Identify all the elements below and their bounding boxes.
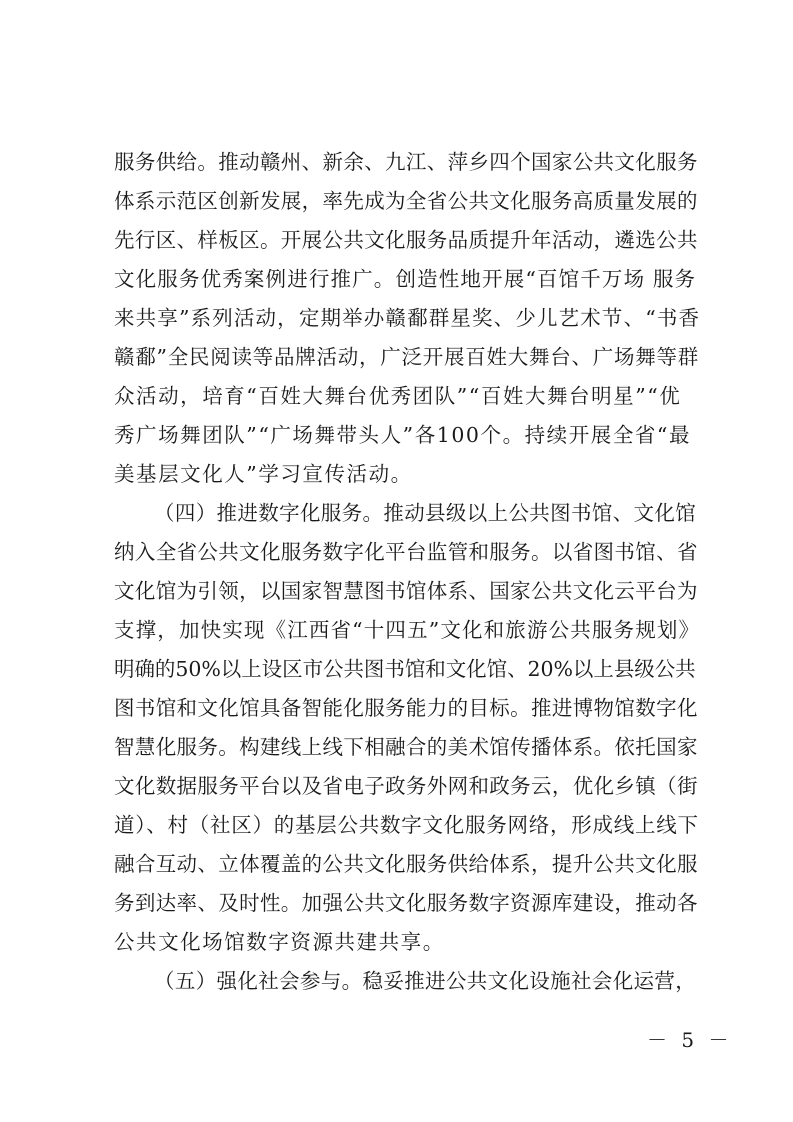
body-text-line: 务到达率、及时性。加强公共文化服务数字资源库建设，推动各 bbox=[114, 891, 698, 915]
body-text-line: 赣鄱”全民阅读等品牌活动，广泛开展百姓大舞台、广场舞等群 bbox=[114, 345, 699, 369]
body-text-line: 纳入全省公共文化服务数字化平台监管和服务。以省图书馆、省 bbox=[114, 540, 698, 564]
body-text-line: 智慧化服务。构建线上线下相融合的美术馆传播体系。依托国家 bbox=[114, 735, 698, 759]
body-text-line: 众活动，培育“百姓大舞台优秀团队”“百姓大舞台明星”“优 bbox=[114, 384, 682, 408]
section-heading-line: （四）推进数字化服务。推动县级以上公共图书馆、文化馆 bbox=[154, 501, 697, 525]
body-text-line: 服务供给。推动赣州、新余、九江、萍乡四个国家公共文化服务 bbox=[114, 150, 698, 174]
body-text-line: 文化服务优秀案例进行推广。创造性地开展“百馆千万场 服务 bbox=[114, 267, 697, 291]
body-text-line: 融合互动、立体覆盖的公共文化服务供给体系，提升公共文化服 bbox=[114, 852, 698, 876]
body-text-line: 明确的50%以上设区市公共图书馆和文化馆、20%以上县级公共 bbox=[114, 657, 696, 681]
body-text-line: 来共享”系列活动，定期举办赣鄱群星奖、少儿艺术节、“书香 bbox=[114, 306, 701, 330]
page-number: － 5 － bbox=[647, 1028, 733, 1052]
body-text-line: 道）、村（社区）的基层公共数字文化服务网络，形成线上线下 bbox=[114, 813, 699, 837]
body-text-line: 先行区、样板区。开展公共文化服务品质提升年活动，遴选公共 bbox=[114, 228, 698, 252]
body-text-line: 体系示范区创新发展，率先成为全省公共文化服务高质量发展的 bbox=[114, 189, 698, 213]
body-text-line: 图书馆和文化馆具备智能化服务能力的目标。推进博物馆数字化 bbox=[114, 696, 698, 720]
body-text-line: 公共文化场馆数字资源共建共享。 bbox=[114, 930, 445, 954]
section-heading-line: （五）强化社会参与。稳妥推进公共文化设施社会化运营， bbox=[154, 969, 697, 993]
body-text-line: 支撑，加快实现《江西省“十四五”文化和旅游公共服务规划》 bbox=[114, 618, 701, 642]
body-text-line: 美基层文化人”学习宣传活动。 bbox=[114, 462, 413, 486]
body-text-line: 文化数据服务平台以及省电子政务外网和政务云，优化乡镇（街 bbox=[114, 774, 698, 798]
body-text-line: 秀广场舞团队”“广场舞带头人”各100个。持续开展全省“最 bbox=[114, 423, 691, 447]
body-text-line: 文化馆为引领，以国家智慧图书馆体系、国家公共文化云平台为 bbox=[114, 579, 698, 603]
